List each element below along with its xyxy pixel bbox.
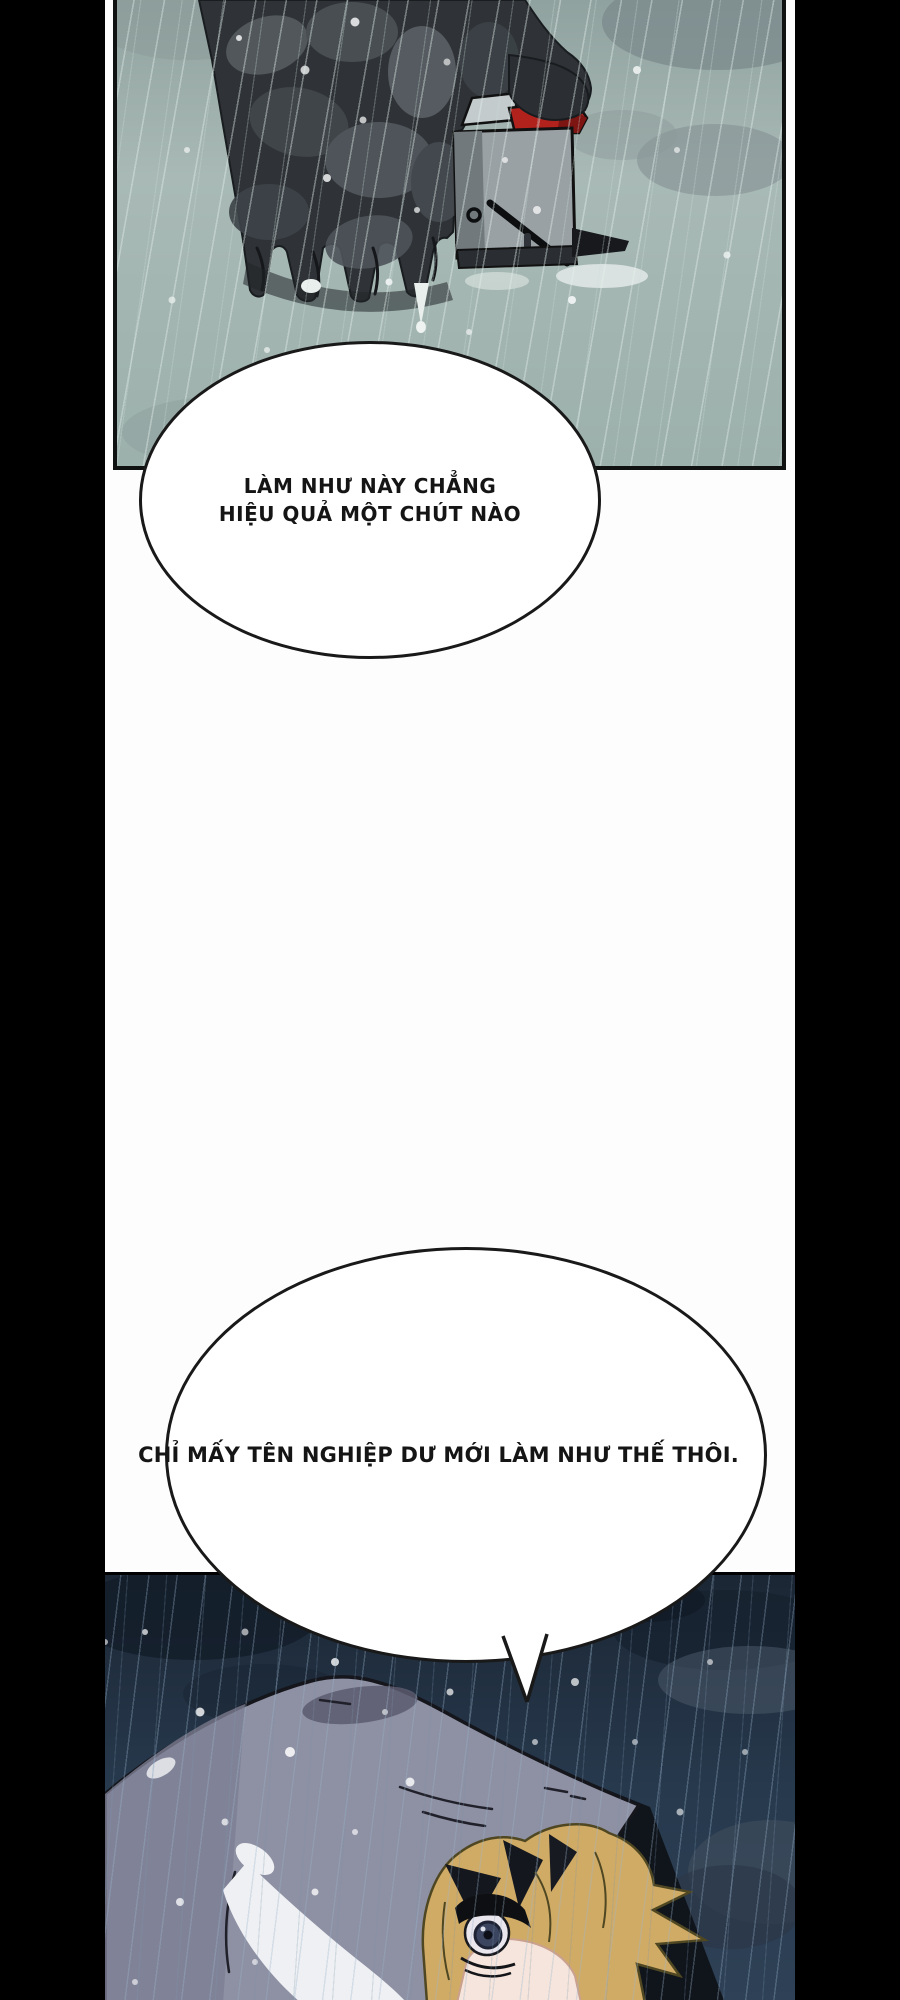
- speech-bubble-2-tail: [495, 1632, 555, 1708]
- speech-bubble-2: [138, 1247, 767, 1663]
- speech-bubble-2-text: CHỈ MẤY TÊN NGHIỆP DƯ MỚI LÀM NHƯ THẾ THÔI.: [138, 1443, 739, 1467]
- bubble-1-line-2: HIỆU QUẢ MỘT CHÚT NÀO: [218, 502, 522, 526]
- bubble-1-line-1: LÀM NHƯ NÀY CHẲNG: [243, 474, 497, 498]
- speech-bubble-1-text: [219, 472, 521, 528]
- speech-bubble-1: [139, 341, 601, 659]
